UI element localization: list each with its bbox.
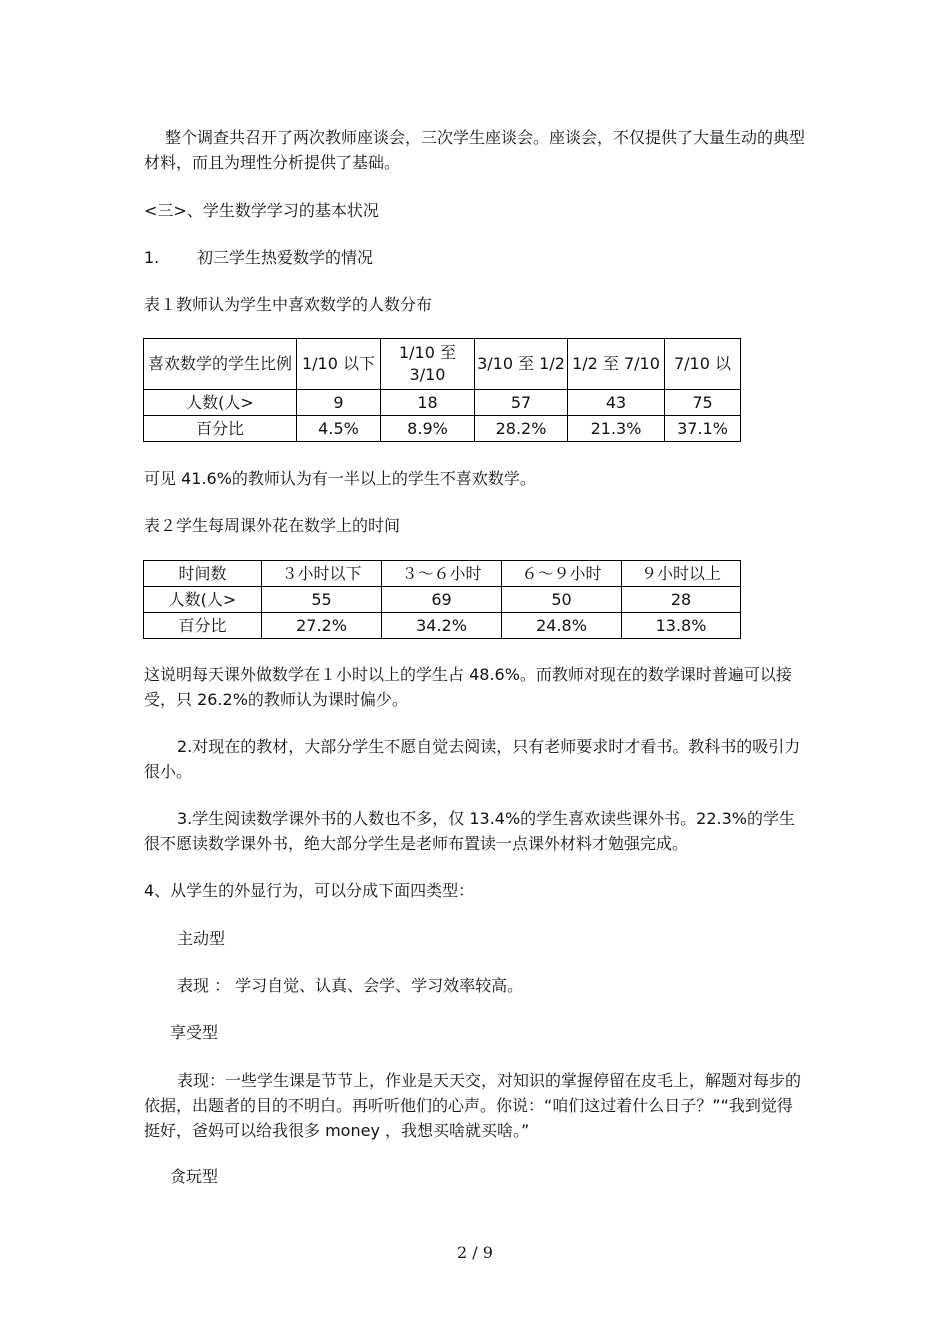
table-row — [144, 587, 741, 613]
table2 — [143, 560, 741, 639]
table-cell: ９小时以上 — [622, 561, 741, 587]
table-cell: 21.3% — [568, 416, 665, 442]
table-cell: 50 — [502, 587, 622, 613]
table-cell: 34.2% — [382, 613, 502, 639]
table-cell: ３～６小时 — [382, 561, 502, 587]
table-cell: 13.8% — [622, 613, 741, 639]
table-cell: 7/10 以 — [665, 339, 741, 390]
table-cell: 57 — [475, 390, 568, 416]
section-heading: <三>、学生数学学习的基本状况 — [144, 201, 379, 220]
table-cell: 喜欢数学的学生比例 — [144, 339, 297, 390]
table-cell: 75 — [665, 390, 741, 416]
item1-number: 1. — [144, 248, 160, 267]
table-cell: 24.8% — [502, 613, 622, 639]
table-cell: 28 — [622, 587, 741, 613]
table-cell: 百分比 — [144, 416, 297, 442]
table-cell: 55 — [262, 587, 382, 613]
intro-paragraph: 整个调查共召开了两次教师座谈会，三次学生座谈会。座谈会，不仅提供了大量生动的典型材料，而且为理性分析提供了基础。 — [144, 128, 806, 172]
table2-conclusion: 这说明每天课外做数学在１小时以上的学生占 48.6%。而教师对现在的数学课时普遍可以接受，只 26.2%的教师认为课时偏少。 — [144, 665, 792, 709]
table-cell: 百分比 — [144, 613, 262, 639]
table-cell: 43 — [568, 390, 665, 416]
item2-paragraph: 2.对现在的教材，大部分学生不愿自觉去阅读，只有老师要求时才看书。教科书的吸引力很小。 — [144, 737, 801, 781]
table1-caption: 表１教师认为学生中喜欢数学的人数分布 — [144, 295, 433, 314]
page-number: 2 / 9 — [457, 1243, 493, 1262]
type2-name: 享受型 — [170, 1023, 219, 1042]
item3-paragraph: 3.学生阅读数学课外书的人数也不多，仅 13.4%的学生喜欢读些课外书。22.3%的学生很不愿读数学课外书，绝大部分学生是老师布置读一点课外材料才勉强完成。 — [144, 809, 796, 853]
table-cell: 69 — [382, 587, 502, 613]
table-row — [144, 416, 741, 442]
type2-description: 表现：一些学生课是节节上，作业是天天交，对知识的掌握停留在皮毛上，解题对每步的依据，出题者的目的不明白。再听听他们的心声。你说：“咱们这过着什么日子？”“我到觉得挺好，爸妈可以给我很多 money ，我想买啥就买啥。” — [144, 1071, 802, 1140]
table-cell: 8.9% — [381, 416, 475, 442]
type1-description: 表现 ： 学习自觉、认真、会学、学习效率较高。 — [177, 976, 524, 995]
table-cell: 9 — [297, 390, 381, 416]
table1-header-row — [144, 339, 741, 390]
table-cell: 1/10 以下 — [297, 339, 381, 390]
type1-name: 主动型 — [177, 929, 226, 948]
type3-name: 贪玩型 — [170, 1167, 219, 1186]
table-cell: ３小时以下 — [262, 561, 382, 587]
table-row — [144, 390, 741, 416]
table-cell: 4.5% — [297, 416, 381, 442]
table-cell: 3/10 至 1/2 — [475, 339, 568, 390]
item1-title: 初三学生热爱数学的情况 — [197, 248, 374, 267]
table-cell: 人数(人> — [144, 587, 262, 613]
table1-conclusion: 可见 41.6%的教师认为有一半以上的学生不喜欢数学。 — [144, 469, 536, 488]
table-cell: 人数(人> — [144, 390, 297, 416]
table-cell: 27.2% — [262, 613, 382, 639]
table2-caption: 表２学生每周课外花在数学上的时间 — [144, 516, 401, 535]
table1 — [143, 338, 741, 442]
table-cell: 37.1% — [665, 416, 741, 442]
table-cell: 18 — [381, 390, 475, 416]
table2-header-row — [144, 561, 741, 587]
table-cell: ６～９小时 — [502, 561, 622, 587]
table-row — [144, 613, 741, 639]
item4-paragraph: 4、从学生的外显行为，可以分成下面四类型： — [144, 881, 475, 900]
table-cell: 1/2 至 7/10 — [568, 339, 665, 390]
table-cell: 时间数 — [144, 561, 262, 587]
table-cell: 28.2% — [475, 416, 568, 442]
table-cell: 1/10 至 3/10 — [381, 339, 475, 390]
